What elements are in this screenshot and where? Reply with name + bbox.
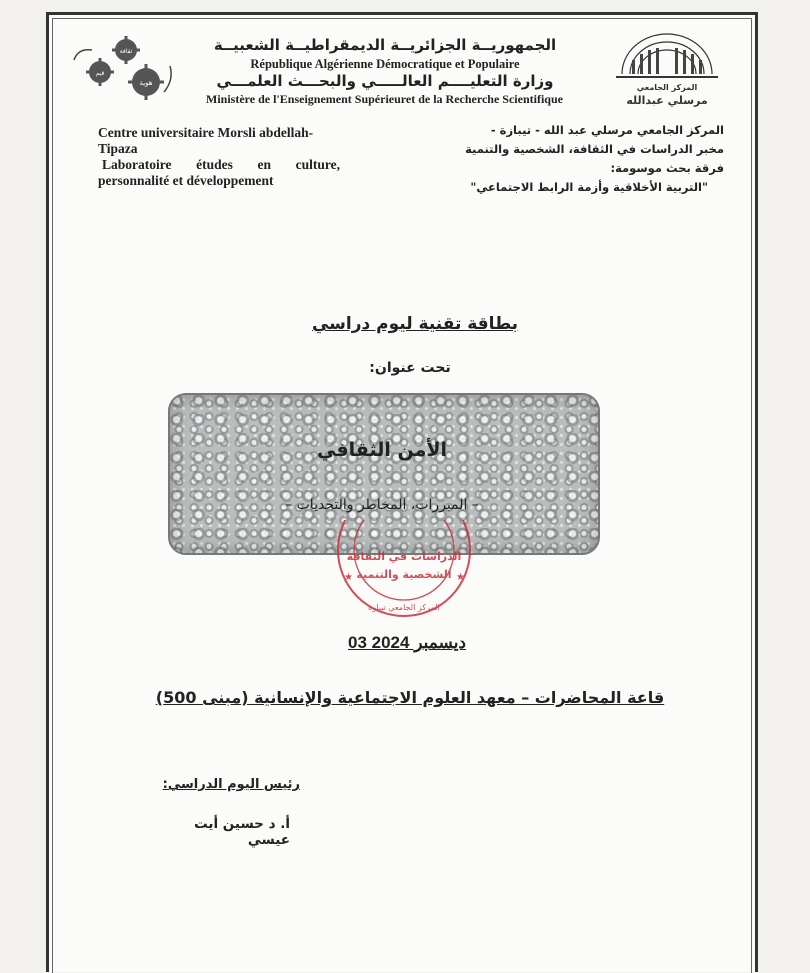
university-logo [608,30,726,108]
republic-arabic: الجمهوريــة الجزائريــة الديمقراطيــة الشعبيــة [213,36,557,54]
event-date: 03 ديسمبر 2024 [348,633,466,652]
institution-ar-line-2: مخبر الدراسات في الثقافة، الشخصية والتنمية [465,142,724,156]
laboratory-stamp [330,520,478,620]
university-logo-text-2: مرسلي عبدالله [626,94,708,107]
institution-line-2: Tipaza [98,141,138,156]
ministry-french: Ministère de l'Enseignement Supérieuret de la Recherche Scientifique [206,92,563,106]
laboratory-logo-text-2: قيم [95,70,105,77]
stamp-text-mid: الشخصية والتنمية [356,568,452,581]
institution-ar-line-3: فرقة بحث موسومة: [610,161,724,175]
topic-title: الأمن الثقافي [316,439,447,461]
laboratory-logo-text-3: هوية [139,79,153,87]
stamp-text-bottom: المركز الجامعي تيبازة [368,603,440,612]
institution-ar-line-4: "التربية الأخلاقية وأزمة الرابط الاجتماعي" [470,180,708,194]
chair-name: أ. د حسين أيت عيسي [194,816,290,848]
institution-ar-line-1: المركز الجامعي مرسلي عبد الله - تيبازة - [490,123,724,137]
document-title: بطاقة تقنية ليوم دراسي [311,314,519,334]
institution-block-arabic [424,121,724,197]
institution-line-3: Laboratoire études en culture, [102,157,340,172]
laboratory-logo-text-1: ثقافة [119,48,133,55]
under-title-label: تحت عنوان: [369,360,451,376]
republic-french: République Algérienne Démocratique et Populaire [250,57,520,71]
stamp-star-right-icon: ★ [456,572,465,583]
topic-subtitle: – المبررات، المخاطر والتحديات – [285,497,479,513]
stamp-star-left-icon: ★ [344,572,353,583]
laboratory-logo [70,36,178,102]
university-logo-text-1: المركز الجامعي [636,83,698,92]
institution-line-4: personnalité et développement [98,173,274,188]
institution-block-french [98,125,340,189]
event-venue: قاعة المحاضرات – معهد العلوم الاجتماعية والإنسانية (مبنى 500) [155,688,665,707]
stamp-text-top: الدراسات في الثقافة [346,550,462,563]
institution-line-1: Centre universitaire Morsli abdellah- [98,125,314,140]
ministry-arabic: وزارة التعليــــم العالـــــي والبحـــث العلمـــي [216,72,554,90]
chair-label: رئيس اليوم الدراسي: [162,777,300,792]
